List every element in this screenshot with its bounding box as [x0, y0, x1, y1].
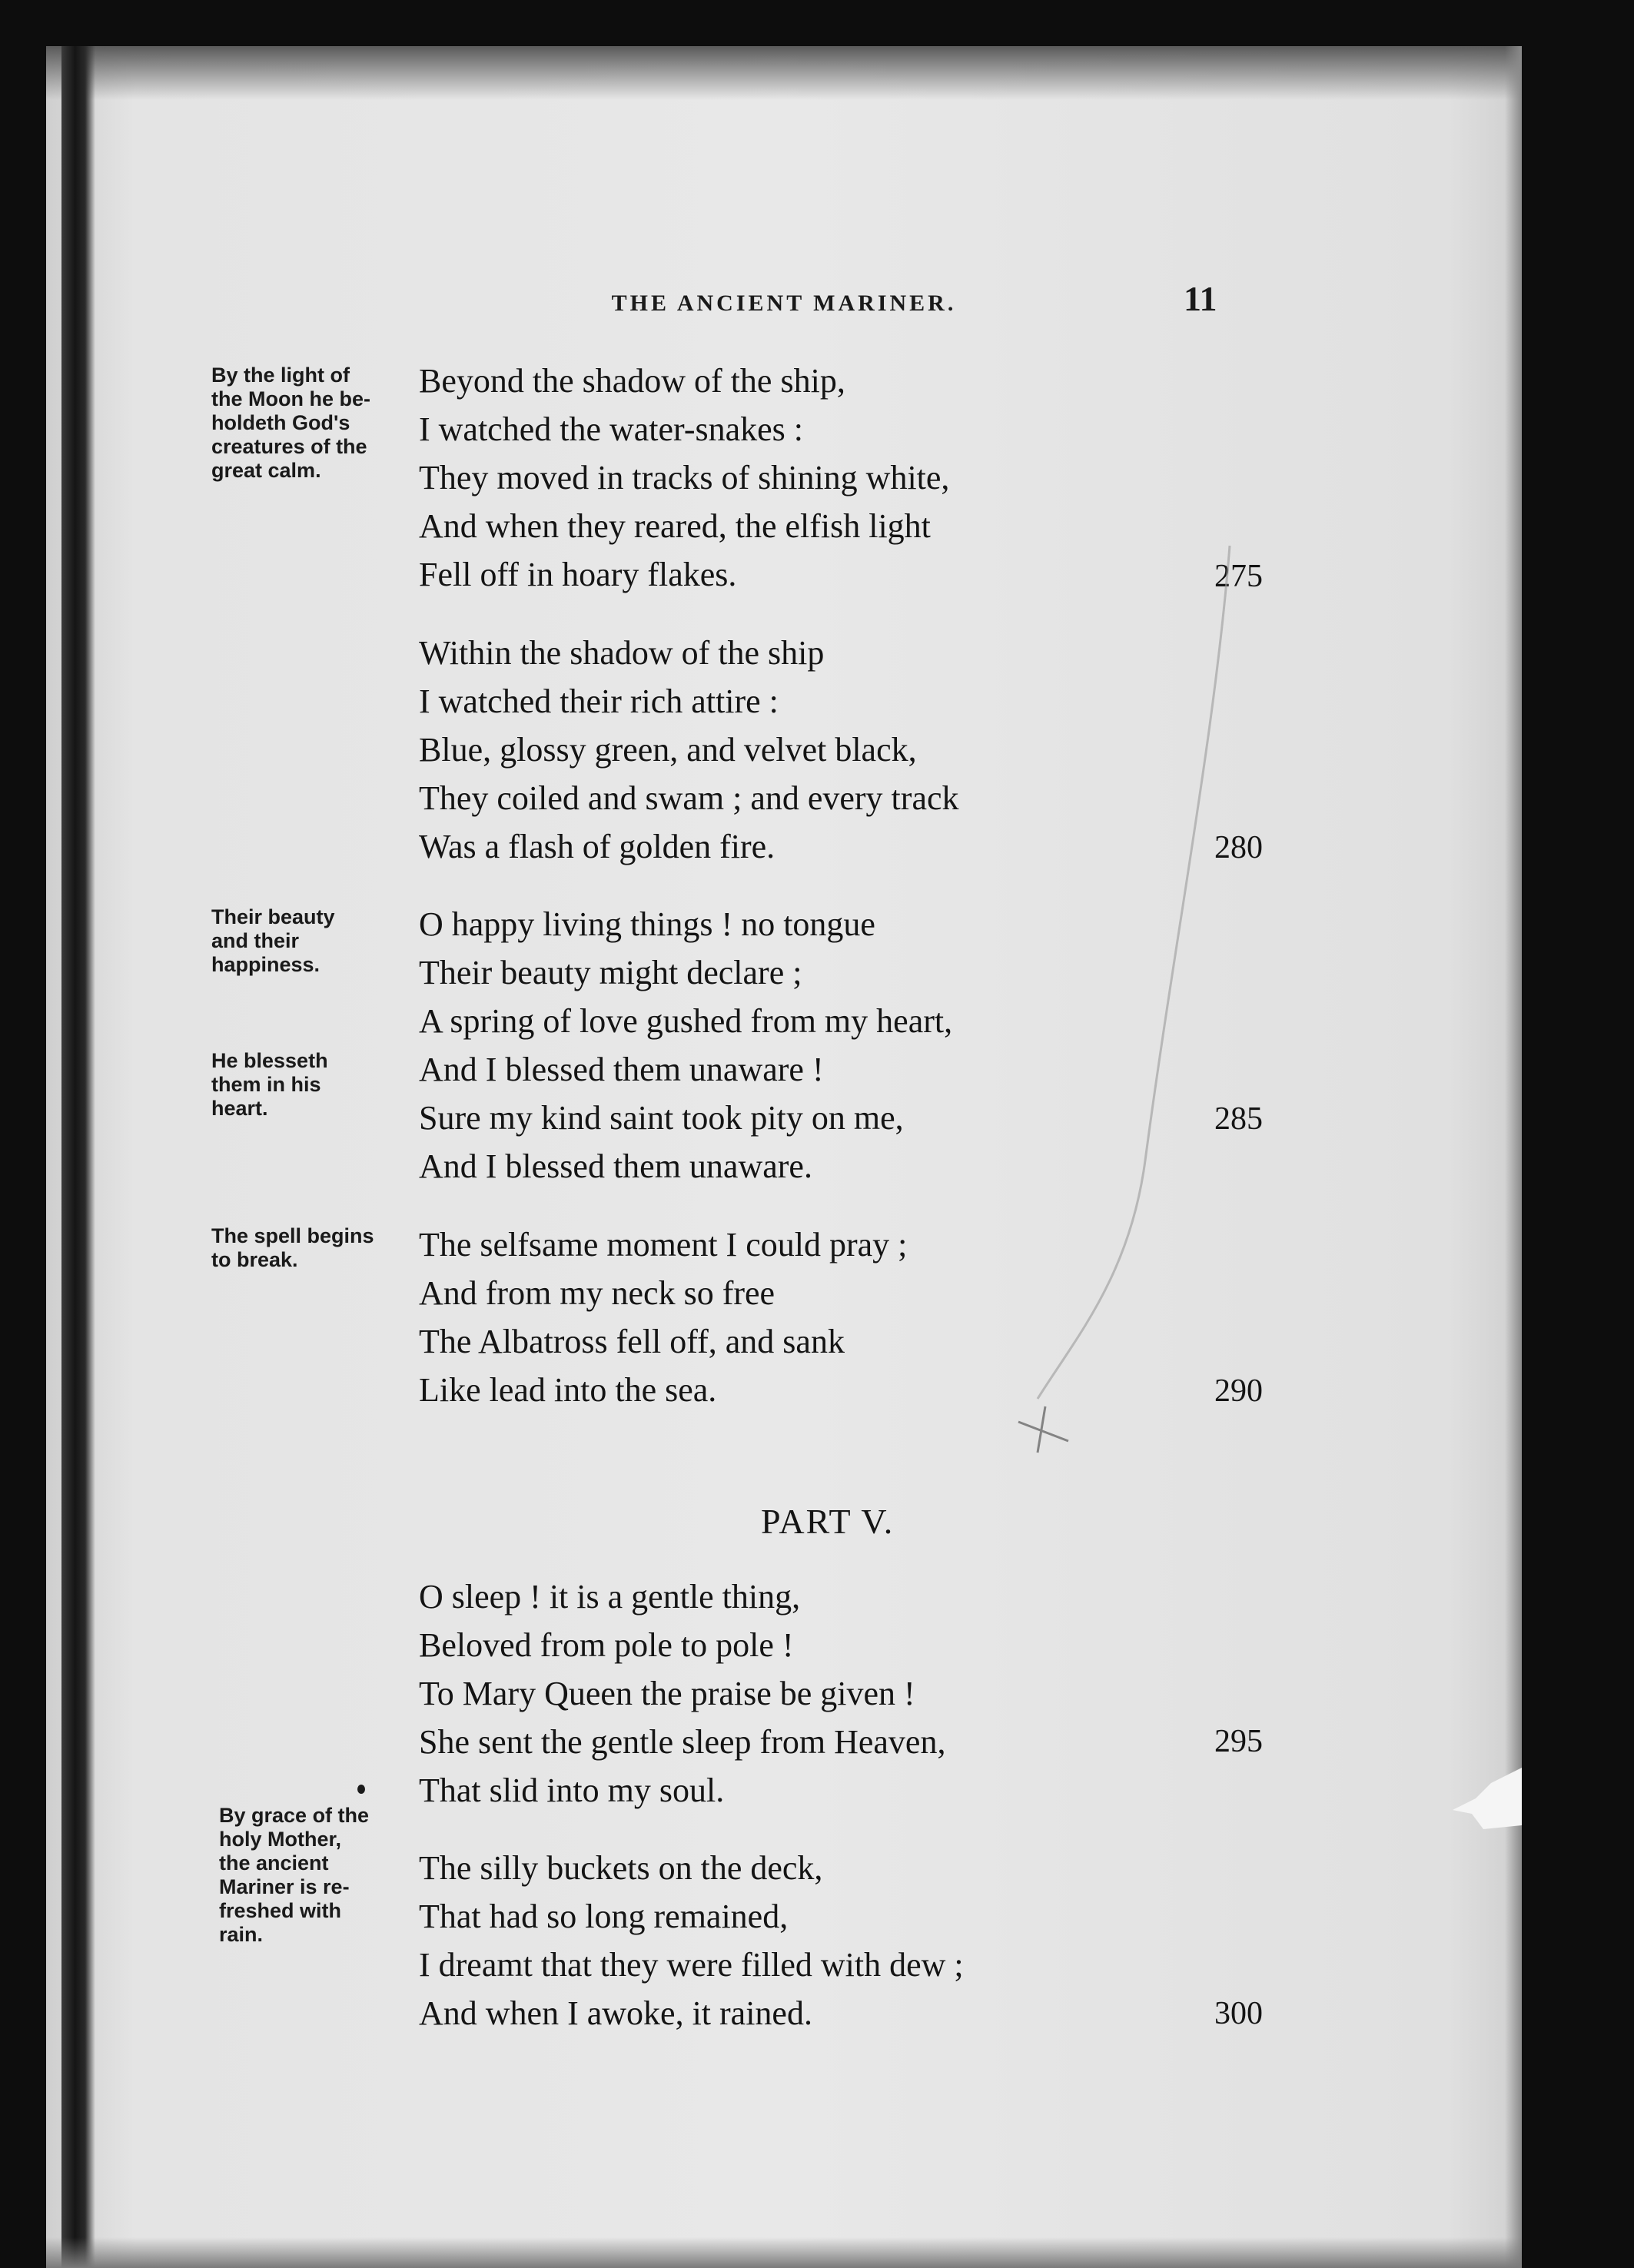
- side-note-beauty: [211, 905, 442, 977]
- line-number: 295: [1214, 1724, 1263, 1759]
- verse-line: I watched their rich attire :: [419, 682, 779, 720]
- verse-line: Beyond the shadow of the ship,: [419, 362, 845, 400]
- side-note-spell: [211, 1224, 442, 1272]
- stanza-1: [419, 357, 1187, 599]
- side-note-line: them in his: [211, 1073, 321, 1096]
- line-number: 280: [1214, 830, 1263, 865]
- side-note-line: creatures of the: [211, 435, 367, 458]
- side-note-line: great calm.: [211, 459, 321, 482]
- verse-line: She sent the gentle sleep from Heaven,: [419, 1723, 946, 1761]
- side-note-line: By the light of: [211, 364, 350, 387]
- verse-line: And from my neck so free: [419, 1274, 775, 1312]
- verse-line: Beloved from pole to pole !: [419, 1626, 794, 1664]
- stanza-3: [419, 900, 1187, 1190]
- paper-tear: [1437, 1752, 1522, 1837]
- line-number: 290: [1214, 1373, 1263, 1409]
- stanza-6: [419, 1844, 1187, 2037]
- side-note-line: freshed with: [219, 1899, 342, 1922]
- verse-line: O happy living things ! no tongue: [419, 905, 875, 943]
- stanza-2: [419, 629, 1187, 871]
- verse-line: A spring of love gushed from my heart,: [419, 1002, 953, 1040]
- line-number: 300: [1214, 1996, 1263, 2031]
- page-right-edge: [1505, 46, 1522, 2268]
- side-note-line: holy Mother,: [219, 1828, 342, 1851]
- stanza-4: [419, 1220, 1187, 1414]
- stanza-5: [419, 1572, 1187, 1815]
- verse-line: Like lead into the sea.: [419, 1371, 717, 1409]
- verse-line: The silly buckets on the deck,: [419, 1849, 823, 1887]
- side-note-line: The spell begins: [211, 1224, 374, 1247]
- line-number: 285: [1214, 1101, 1263, 1137]
- verse-line: They coiled and swam ; and every track: [419, 779, 959, 817]
- side-note-line: He blesseth: [211, 1049, 328, 1072]
- verse-line: The selfsame moment I could pray ;: [419, 1226, 908, 1264]
- verse-line: Within the shadow of the ship: [419, 634, 825, 672]
- verse-line: O sleep ! it is a gentle thing,: [419, 1578, 801, 1615]
- verse-line: I watched the water-snakes :: [419, 410, 804, 448]
- verse-line: And I blessed them unaware !: [419, 1051, 824, 1088]
- side-note-grace: [219, 1804, 450, 1947]
- verse-line: To Mary Queen the praise be given !: [419, 1675, 915, 1712]
- verse-line: They moved in tracks of shining white,: [419, 459, 950, 496]
- verse-line: The Albatross fell off, and sank: [419, 1323, 845, 1360]
- verse-line: I dreamt that they were filled with dew ;: [419, 1946, 964, 1984]
- side-note-line: to break.: [211, 1248, 298, 1271]
- book-page: [46, 46, 1522, 2268]
- verse-line: Fell off in hoary flakes.: [419, 556, 737, 593]
- verse-line: And when they reared, the elfish light: [419, 507, 931, 545]
- side-note-line: Mariner is re-: [219, 1875, 350, 1898]
- side-note-line: By grace of the: [219, 1804, 370, 1827]
- side-note-line: Their beauty: [211, 905, 335, 928]
- margin-dot: [357, 1785, 365, 1794]
- verse-line: Their beauty might declare ;: [419, 954, 802, 991]
- side-note-line: the Moon he be-: [211, 387, 370, 410]
- running-header: THE ANCIENT MARINER.: [611, 291, 957, 316]
- side-note-blesseth: [211, 1049, 442, 1121]
- side-note-line: holdeth God's: [211, 411, 350, 434]
- side-note-moon: [211, 364, 442, 483]
- verse-line: Was a flash of golden fire.: [419, 828, 775, 865]
- page-top-shadow: [46, 46, 1522, 100]
- side-note-line: the ancient: [219, 1851, 329, 1875]
- side-note-line: heart.: [211, 1097, 268, 1120]
- side-note-line: and their: [211, 929, 300, 952]
- verse-line: And when I awoke, it rained.: [419, 1994, 812, 2032]
- side-note-line: happiness.: [211, 953, 320, 976]
- verse-line: Blue, glossy green, and velvet black,: [419, 731, 917, 769]
- part-heading: PART V.: [761, 1502, 895, 1541]
- verse-line: And I blessed them unaware.: [419, 1147, 812, 1185]
- verse-line: That had so long remained,: [419, 1898, 789, 1935]
- verse-line: Sure my kind saint took pity on me,: [419, 1099, 904, 1137]
- page-bottom-shadow: [46, 2237, 1522, 2268]
- binding-gutter: [61, 46, 95, 2268]
- verse-line: That slid into my soul.: [419, 1772, 725, 1809]
- page-number: 11: [1184, 279, 1217, 318]
- line-number: 275: [1214, 559, 1263, 594]
- side-note-line: rain.: [219, 1923, 264, 1946]
